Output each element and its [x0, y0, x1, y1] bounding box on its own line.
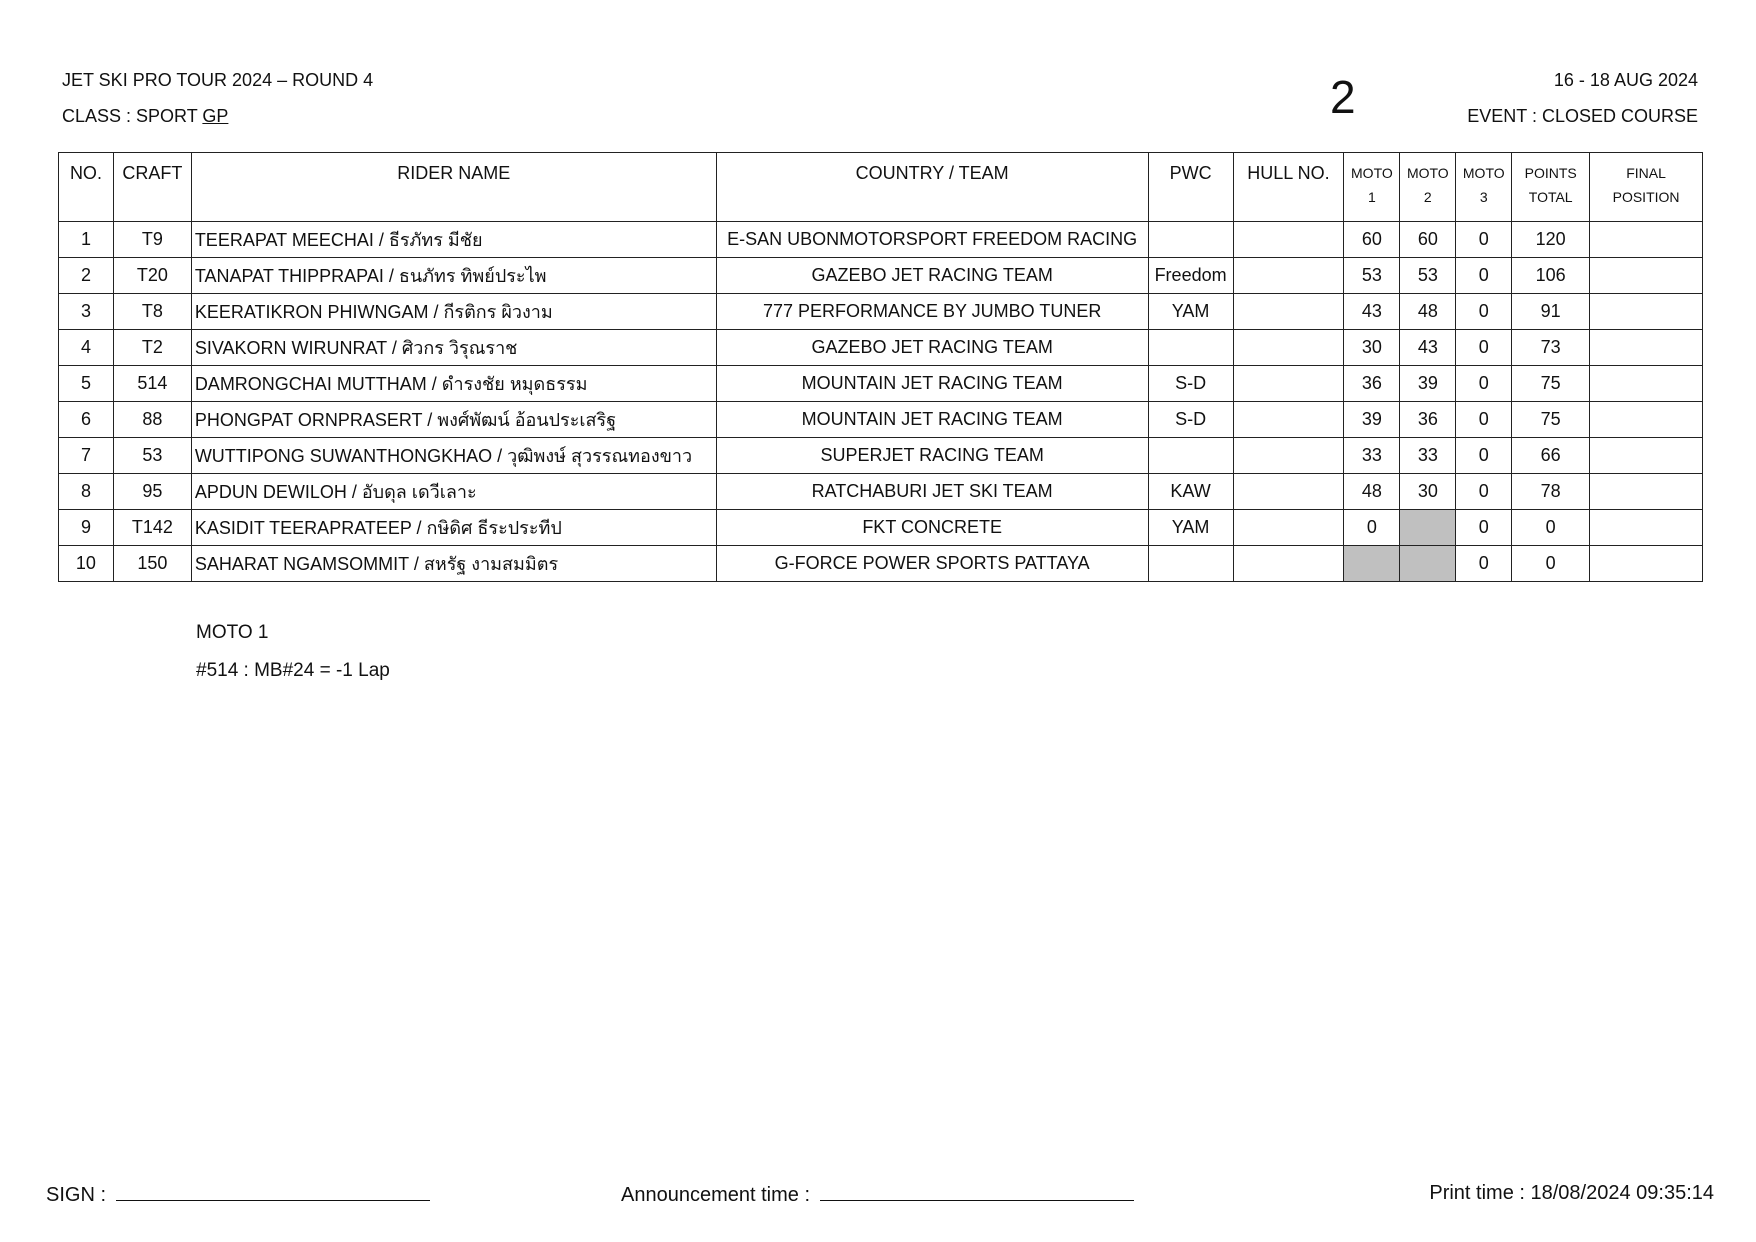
cell-hull	[1233, 258, 1344, 294]
header-country: COUNTRY / TEAM	[716, 153, 1148, 222]
cell-moto2: 43	[1400, 330, 1456, 366]
cell-no: 7	[59, 438, 114, 474]
cell-hull	[1233, 330, 1344, 366]
cell-moto2: 48	[1400, 294, 1456, 330]
cell-team: 777 PERFORMANCE BY JUMBO TUNER	[716, 294, 1148, 330]
cell-total: 120	[1512, 222, 1590, 258]
cell-total: 75	[1512, 366, 1590, 402]
cell-moto3: 0	[1456, 222, 1512, 258]
cell-pwc: YAM	[1148, 294, 1233, 330]
event-date: 16 - 18 AUG 2024	[1553, 70, 1698, 90]
header-moto3: MOTO 3	[1456, 153, 1512, 222]
cell-moto1: 30	[1344, 330, 1400, 366]
table-row	[59, 438, 1703, 474]
cell-final	[1590, 402, 1703, 438]
cell-no: 1	[59, 222, 114, 258]
cell-craft: 95	[113, 474, 191, 510]
event-title: JET SKI PRO TOUR 2024 – ROUND 4	[62, 70, 374, 90]
cell-pwc: Freedom	[1148, 258, 1233, 294]
class-line	[62, 106, 228, 127]
cell-total: 73	[1512, 330, 1590, 366]
announcement-field	[621, 1182, 1134, 1207]
cell-total: 78	[1512, 474, 1590, 510]
cell-final	[1590, 366, 1703, 402]
cell-pwc	[1148, 438, 1233, 474]
header-hull: HULL NO.	[1233, 153, 1344, 222]
header-craft: CRAFT	[113, 153, 191, 222]
table-row	[59, 222, 1703, 258]
cell-moto1: 0	[1344, 510, 1400, 546]
cell-pwc: S-D	[1148, 366, 1233, 402]
header-rider: RIDER NAME	[191, 153, 716, 222]
cell-final	[1590, 222, 1703, 258]
cell-moto3: 0	[1456, 330, 1512, 366]
cell-moto1: 53	[1344, 258, 1400, 294]
cell-no: 8	[59, 474, 114, 510]
cell-rider: WUTTIPONG SUWANTHONGKHAO / วุฒิพงษ์ สุวรรณทองขาว	[191, 438, 716, 474]
cell-moto2	[1400, 510, 1456, 546]
cell-pwc	[1148, 330, 1233, 366]
cell-team: G-FORCE POWER SPORTS PATTAYA	[716, 546, 1148, 582]
cell-pwc: S-D	[1148, 402, 1233, 438]
cell-final	[1590, 546, 1703, 582]
cell-no: 5	[59, 366, 114, 402]
header-moto1: MOTO 1	[1344, 153, 1400, 222]
cell-moto1: 48	[1344, 474, 1400, 510]
cell-no: 6	[59, 402, 114, 438]
header-points-total: POINTS TOTAL	[1512, 153, 1590, 222]
cell-hull	[1233, 474, 1344, 510]
cell-moto3: 0	[1456, 510, 1512, 546]
header-final-position: FINAL POSITION	[1590, 153, 1703, 222]
cell-rider: KASIDIT TEERAPRATEEP / กษิดิศ ธีระประทีป	[191, 510, 716, 546]
cell-team: SUPERJET RACING TEAM	[716, 438, 1148, 474]
cell-total: 66	[1512, 438, 1590, 474]
note-title: MOTO 1	[196, 622, 269, 643]
cell-final	[1590, 438, 1703, 474]
table-row	[59, 402, 1703, 438]
cell-moto1: 43	[1344, 294, 1400, 330]
cell-craft: 88	[113, 402, 191, 438]
cell-pwc	[1148, 222, 1233, 258]
cell-no: 4	[59, 330, 114, 366]
cell-team: FKT CONCRETE	[716, 510, 1148, 546]
sign-label: SIGN :	[46, 1184, 112, 1206]
table-row	[59, 366, 1703, 402]
cell-total: 75	[1512, 402, 1590, 438]
cell-hull	[1233, 222, 1344, 258]
cell-hull	[1233, 510, 1344, 546]
announce-line	[820, 1182, 1134, 1201]
announce-label: Announcement time :	[621, 1184, 816, 1206]
cell-final	[1590, 510, 1703, 546]
cell-rider: PHONGPAT ORNPRASERT / พงศ์พัฒน์ อ้อนประเสริฐ	[191, 402, 716, 438]
cell-team: RATCHABURI JET SKI TEAM	[716, 474, 1148, 510]
cell-total: 0	[1512, 510, 1590, 546]
cell-moto3: 0	[1456, 258, 1512, 294]
header-pwc: PWC	[1148, 153, 1233, 222]
sign-line	[116, 1182, 430, 1201]
cell-rider: KEERATIKRON PHIWNGAM / กีรติกร ผิวงาม	[191, 294, 716, 330]
cell-rider: TEERAPAT MEECHAI / ธีรภัทร มีชัย	[191, 222, 716, 258]
cell-craft: T20	[113, 258, 191, 294]
cell-craft: T9	[113, 222, 191, 258]
results-table	[58, 152, 1703, 582]
cell-craft: T2	[113, 330, 191, 366]
cell-team: GAZEBO JET RACING TEAM	[716, 330, 1148, 366]
cell-moto1: 60	[1344, 222, 1400, 258]
class-prefix: CLASS : SPORT	[62, 106, 203, 126]
cell-craft: 53	[113, 438, 191, 474]
cell-moto1	[1344, 546, 1400, 582]
cell-moto3: 0	[1456, 546, 1512, 582]
cell-moto3: 0	[1456, 402, 1512, 438]
cell-rider: TANAPAT THIPPRAPAI / ธนภัทร ทิพย์ประไพ	[191, 258, 716, 294]
cell-rider: SIVAKORN WIRUNRAT / ศิวกร วิรุณราช	[191, 330, 716, 366]
cell-moto3: 0	[1456, 474, 1512, 510]
cell-moto3: 0	[1456, 438, 1512, 474]
cell-pwc: YAM	[1148, 510, 1233, 546]
cell-final	[1590, 294, 1703, 330]
page-number: 2	[1330, 71, 1356, 123]
cell-total: 106	[1512, 258, 1590, 294]
cell-team: MOUNTAIN JET RACING TEAM	[716, 402, 1148, 438]
header-moto2: MOTO 2	[1400, 153, 1456, 222]
table-row	[59, 258, 1703, 294]
cell-moto1: 36	[1344, 366, 1400, 402]
cell-moto1: 33	[1344, 438, 1400, 474]
cell-craft: 514	[113, 366, 191, 402]
cell-no: 10	[59, 546, 114, 582]
table-row	[59, 474, 1703, 510]
table-row	[59, 330, 1703, 366]
cell-moto2: 60	[1400, 222, 1456, 258]
cell-pwc	[1148, 546, 1233, 582]
cell-final	[1590, 474, 1703, 510]
note-text: #514 : MB#24 = -1 Lap	[196, 660, 390, 681]
cell-final	[1590, 258, 1703, 294]
cell-total: 91	[1512, 294, 1590, 330]
event-type: EVENT : CLOSED COURSE	[1467, 106, 1698, 126]
cell-pwc: KAW	[1148, 474, 1233, 510]
table-row	[59, 510, 1703, 546]
cell-hull	[1233, 438, 1344, 474]
cell-moto3: 0	[1456, 294, 1512, 330]
cell-craft: 150	[113, 546, 191, 582]
cell-craft: T8	[113, 294, 191, 330]
cell-moto2: 30	[1400, 474, 1456, 510]
cell-moto2: 53	[1400, 258, 1456, 294]
cell-hull	[1233, 366, 1344, 402]
cell-total: 0	[1512, 546, 1590, 582]
cell-team: E-SAN UBONMOTORSPORT FREEDOM RACING	[716, 222, 1148, 258]
cell-moto2	[1400, 546, 1456, 582]
cell-rider: SAHARAT NGAMSOMMIT / สหรัฐ งามสมมิตร	[191, 546, 716, 582]
cell-craft: T142	[113, 510, 191, 546]
cell-moto2: 39	[1400, 366, 1456, 402]
cell-no: 9	[59, 510, 114, 546]
table-header-row	[59, 153, 1703, 222]
cell-team: MOUNTAIN JET RACING TEAM	[716, 366, 1148, 402]
cell-moto2: 33	[1400, 438, 1456, 474]
cell-hull	[1233, 402, 1344, 438]
cell-no: 3	[59, 294, 114, 330]
cell-hull	[1233, 294, 1344, 330]
print-time: Print time : 18/08/2024 09:35:14	[1429, 1182, 1714, 1204]
sign-field	[46, 1182, 430, 1207]
cell-rider: DAMRONGCHAI MUTTHAM / ดำรงชัย หมุดธรรม	[191, 366, 716, 402]
cell-final	[1590, 330, 1703, 366]
table-row	[59, 294, 1703, 330]
cell-moto1: 39	[1344, 402, 1400, 438]
cell-no: 2	[59, 258, 114, 294]
cell-rider: APDUN DEWILOH / อับดุล เดวีเลาะ	[191, 474, 716, 510]
cell-team: GAZEBO JET RACING TEAM	[716, 258, 1148, 294]
cell-moto2: 36	[1400, 402, 1456, 438]
table-row	[59, 546, 1703, 582]
class-name: GP	[202, 106, 229, 126]
cell-hull	[1233, 546, 1344, 582]
header-no: NO.	[59, 153, 114, 222]
cell-moto3: 0	[1456, 366, 1512, 402]
